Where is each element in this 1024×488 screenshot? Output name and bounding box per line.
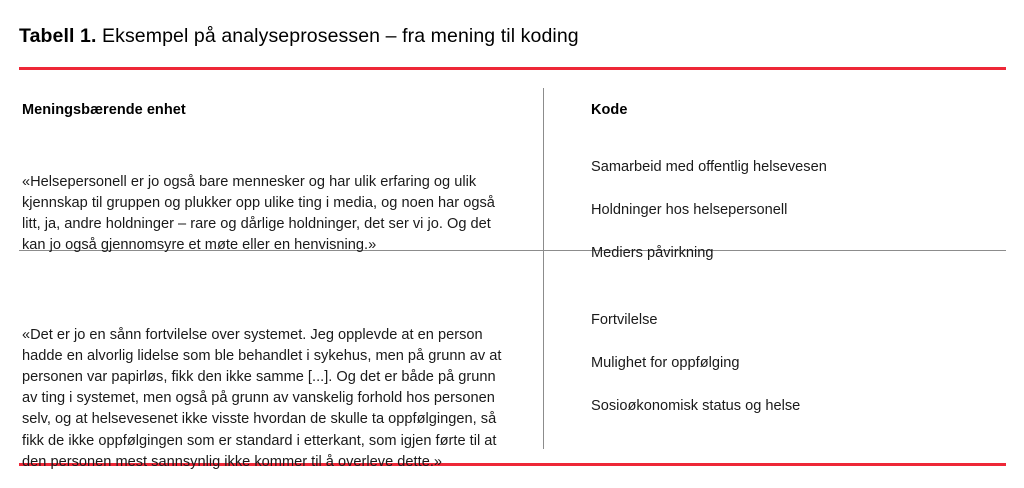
table-row — [0, 299, 1024, 488]
table — [0, 88, 1024, 488]
code-item: Mulighet for oppfølging — [591, 355, 740, 372]
column-header-code: Kode — [591, 102, 628, 118]
table-caption-text: Eksempel på analyseprosessen – fra mening til koding — [96, 25, 579, 47]
code-item: Fortvilelse — [591, 312, 658, 328]
table-caption — [19, 23, 979, 49]
table-caption-label: Tabell 1. — [19, 25, 97, 47]
column-header-meaning-unit: Meningsbærende enhet — [22, 102, 186, 118]
quote-text-2: «Det er jo en sånn fortvilelse over systemet. Jeg opplevde at en person hadde en alvorlig lidelse som ble behandlet i sykehus, men på grunn av at personen var papirløs, fikk den ikke samme [...]. Og det er både på grunn av ting i systemet, men også på grunn av vanskelig forhold hos personen selv, og at helsevesenet ikke visste hvordan de skulle ta oppfølgingen, så fikk de ikke oppfølgingen som er standard i etterkant, som igjen førte til at den personen mest sannsynlig ikke kommer til å overleve dette.» — [22, 326, 502, 470]
table-row — [0, 119, 1024, 271]
cell-codes-2 — [543, 299, 1024, 418]
code-item: Mediers påvirkning — [591, 245, 714, 262]
cell-codes-1 — [543, 119, 1024, 265]
header-cell-meaning-unit — [0, 88, 543, 119]
top-rule — [19, 67, 1006, 70]
cell-meaning-unit-2 — [0, 299, 543, 488]
code-item: Holdninger hos helsepersonell — [591, 202, 788, 219]
code-item: Samarbeid med offentlig helsevesen — [591, 159, 827, 175]
table-header-row — [0, 88, 1024, 119]
quote-text-1: «Helsepersonell er jo også bare mennesker og har ulik erfaring og ulik kjennskap til gruppen og plukker opp ulike ting i media, og noen har også litt, ja, andre holdninger – rare og dårlige holdninger, det ser vi jo. Og det kan jo også gjennomsyre et møte eller en henvisning.» — [22, 173, 495, 254]
header-cell-code — [543, 88, 1024, 119]
code-item: Sosioøkonomisk status og helse — [591, 398, 801, 415]
cell-meaning-unit-1 — [0, 119, 543, 271]
